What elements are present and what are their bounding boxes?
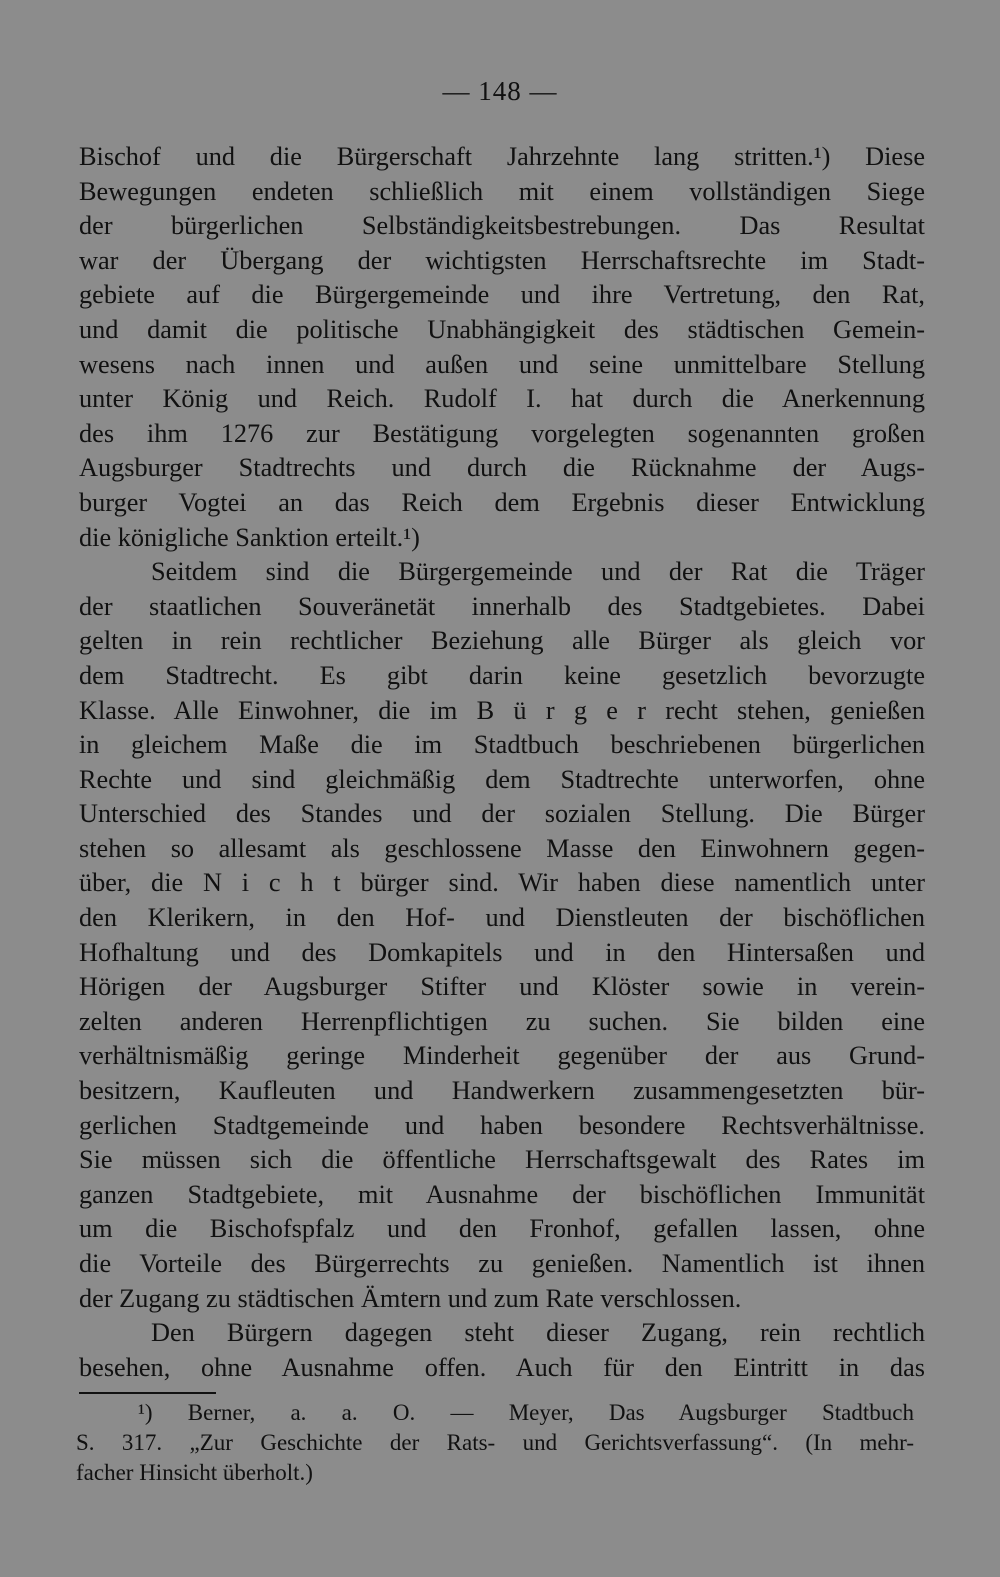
text-line: den Klerikern, in den Hof- und Dienstleuten der bischöflichen	[79, 903, 925, 933]
text-line: über, die N i c h t bürger sind. Wir haben diese namentlich unter	[79, 868, 925, 898]
text-line: stehen so allesamt als geschlossene Masse den Einwohnern gegen-	[79, 833, 925, 863]
text-line: verhältnismäßig geringe Minderheit gegenüber der aus Grund-	[79, 1041, 925, 1071]
text-line: gerlichen Stadtgemeinde und haben besondere Rechtsverhältnisse.	[79, 1110, 925, 1140]
text-line: gebiete auf die Bürgergemeinde und ihre Vertretung, den Rat,	[79, 280, 925, 310]
text-line: burger Vogtei an das Reich dem Ergebnis dieser Entwicklung	[79, 487, 925, 517]
text-line: zelten anderen Herrenpflichtigen zu suchen. Sie bilden eine	[79, 1006, 925, 1036]
text-line: besehen, ohne Ausnahme offen. Auch für den Eintritt in das	[79, 1352, 925, 1382]
footnote-line: ¹) Berner, a. a. O. — Meyer, Das Augsburger Stadtbuch	[138, 1400, 914, 1425]
footnotes	[76, 1398, 914, 1488]
body-text	[79, 140, 925, 1385]
text-line: Sie müssen sich die öffentliche Herrschaftsgewalt des Rates im	[79, 1145, 925, 1175]
text-line: Hörigen der Augsburger Stifter und Klöster sowie in verein-	[79, 972, 925, 1002]
text-line: Rechte und sind gleichmäßig dem Stadtrechte unterworfen, ohne	[79, 764, 925, 794]
text-line: die königliche Sanktion erteilt.¹)	[79, 522, 420, 552]
text-line: in gleichem Maße die im Stadtbuch beschriebenen bürgerlichen	[79, 730, 925, 760]
text-line: ganzen Stadtgebiete, mit Ausnahme der bischöflichen Immunität	[79, 1179, 925, 1209]
page-number: — 148 —	[442, 76, 558, 106]
text-line: der Zugang zu städtischen Ämtern und zum Rate verschlossen.	[79, 1283, 742, 1313]
text-line: war der Übergang der wichtigsten Herrschaftsrechte im Stadt-	[79, 245, 925, 275]
text-line: dem Stadtrecht. Es gibt darin keine gesetzlich bevorzugte	[79, 660, 925, 690]
text-line: unter König und Reich. Rudolf I. hat durch die Anerkennung	[79, 384, 925, 414]
text-line: Hofhaltung und des Domkapitels und in den Hintersaßen und	[79, 937, 925, 967]
text-line: und damit die politische Unabhängigkeit des städtischen Gemein-	[79, 314, 925, 344]
footnote-line: S. 317. „Zur Geschichte der Rats- und Gerichtsverfassung“. (In mehr-	[76, 1430, 914, 1455]
text-line: der bürgerlichen Selbständigkeitsbestrebungen. Das Resultat	[79, 211, 925, 241]
text-line: wesens nach innen und außen und seine unmittelbare Stellung	[79, 349, 925, 379]
text-line: der staatlichen Souveränetät innerhalb des Stadtgebietes. Dabei	[79, 591, 925, 621]
text-line: gelten in rein rechtlicher Beziehung alle Bürger als gleich vor	[79, 626, 925, 656]
text-line: um die Bischofspfalz und den Fronhof, gefallen lassen, ohne	[79, 1214, 925, 1244]
text-line: Den Bürgern dagegen steht dieser Zugang, rein rechtlich	[151, 1318, 925, 1348]
text-line: besitzern, Kaufleuten und Handwerkern zusammengesetzten bür-	[79, 1076, 925, 1106]
text-line: die Vorteile des Bürgerrechts zu genießen. Namentlich ist ihnen	[79, 1249, 925, 1278]
text-line: des ihm 1276 zur Bestätigung vorgelegten sogenannten großen	[79, 418, 925, 448]
text-line: Seitdem sind die Bürgergemeinde und der Rat die Träger	[151, 557, 925, 587]
text-line: Augsburger Stadtrechts und durch die Rücknahme der Augs-	[79, 453, 925, 483]
text-line: Unterschied des Standes und der sozialen Stellung. Die Bürger	[79, 799, 925, 829]
footnote-line: facher Hinsicht überholt.)	[76, 1460, 313, 1485]
text-line: Bewegungen endeten schließlich mit einem vollständigen Siege	[79, 176, 925, 206]
text-line: Klasse. Alle Einwohner, die im B ü r g e r recht stehen, genießen	[79, 695, 925, 725]
footnote-rule	[79, 1392, 216, 1394]
text-line: Bischof und die Bürgerschaft Jahrzehnte lang stritten.¹) Diese	[79, 142, 925, 171]
